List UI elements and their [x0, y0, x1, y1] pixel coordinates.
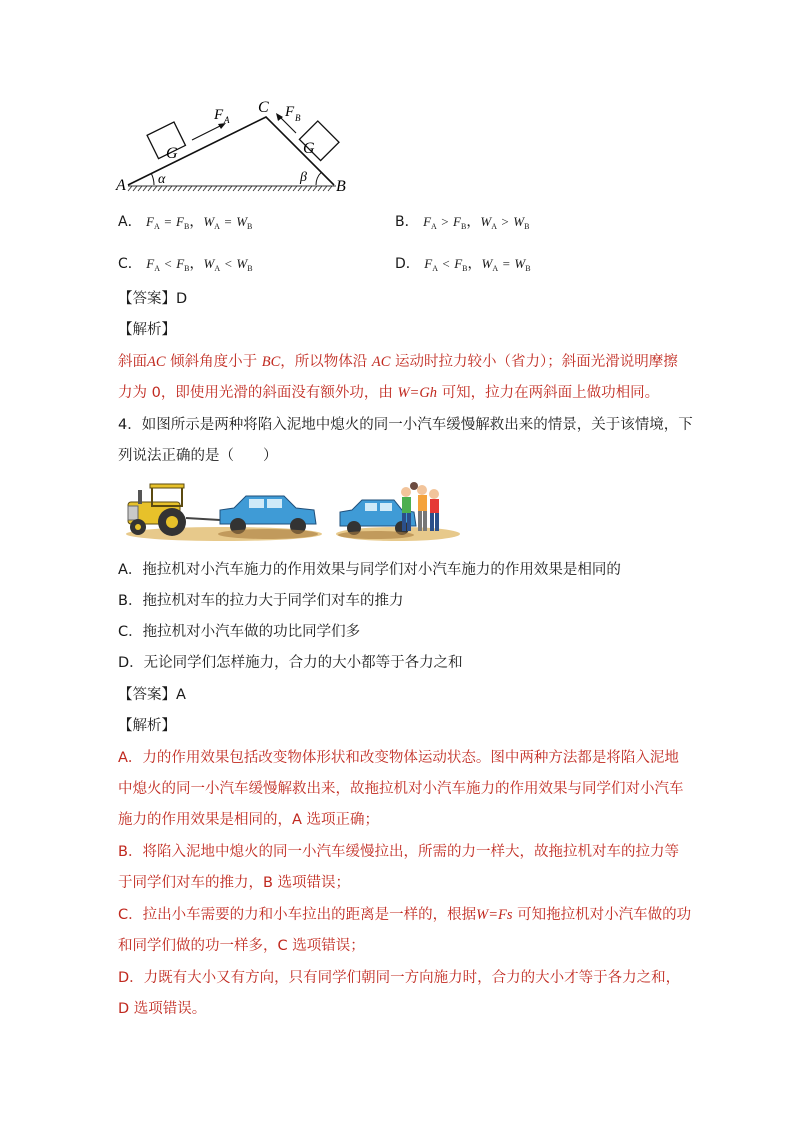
beta-arc	[316, 172, 321, 185]
q4-analysis-line9: D 选项错误。	[118, 1001, 207, 1017]
label-fb-sub: B	[295, 113, 301, 123]
q4-option-c: C．拖拉机对小汽车做的功比同学们多	[118, 624, 361, 640]
label-fa: F	[214, 107, 224, 123]
label-a: A	[116, 177, 126, 194]
q4-analysis-title: 【解析】	[118, 718, 176, 734]
q3-option-d: D． $F_A < F_B$，$W_A = W_B$	[395, 256, 531, 273]
q4-option-a: A．拖拉机对小汽车施力的作用效果与同学们对小汽车施力的作用效果是相同的	[118, 562, 621, 578]
q3-analysis-title: 【解析】	[118, 322, 176, 338]
students-pushing-car-illustration	[336, 480, 466, 542]
q4-stem-line1: 4．如图所示是两种将陷入泥地中熄火的同一小汽车缓慢解救出来的情景，关于该情境，下	[118, 417, 693, 433]
label-alpha: α	[158, 172, 166, 187]
q4-analysis-line5: 于同学们对车的推力，B 选项错误；	[118, 875, 351, 891]
tractor-towing-car-illustration	[124, 480, 324, 542]
q4-analysis-line8: D．力既有大小又有方向，只有同学们朝同一方向施力时，合力的大小才等于各力之和，	[118, 970, 681, 986]
alpha-arc	[151, 174, 154, 186]
q3-analysis-line2: 力为 0，即使用光滑的斜面没有额外功，由 W=Gh 可知，拉力在两斜面上做功相同。	[118, 385, 660, 401]
incline-figure	[110, 95, 360, 200]
q3-analysis-line1: 斜面AC 倾斜角度小于 BC，所以物体沿 AC 运动时拉力较小（省力）；斜面光滑说明摩擦	[118, 354, 678, 370]
q3-answer: 【答案】D	[118, 291, 188, 307]
q3-option-b: B． $F_A > F_B$，$W_A > W_B$	[395, 214, 530, 231]
label-fb: F	[285, 104, 295, 120]
block-right-label: G	[303, 140, 315, 157]
q4-analysis-line6: C．拉出小车需要的力和小车拉出的距离是一样的，根据W=Fs 可知拖拉机对小汽车做的功	[118, 907, 692, 923]
label-beta: β	[300, 170, 307, 185]
q4-option-d: D．无论同学们怎样施力，合力的大小都等于各力之和	[118, 655, 463, 671]
q4-analysis-line2: 中熄火的同一小汽车缓慢解救出来，故拖拉机对小汽车施力的作用效果与同学们对小汽车	[118, 781, 684, 797]
q3-option-a: A． $F_A = F_B$，$W_A = W_B$	[118, 214, 253, 231]
q4-option-b: B．拖拉机对车的拉力大于同学们对车的推力	[118, 593, 404, 609]
block-left-label: G	[166, 145, 178, 162]
q4-analysis-line1: A．力的作用效果包括改变物体形状和改变物体运动状态。图中两种方法都是将陷入泥地	[118, 750, 679, 766]
q4-answer: 【答案】A	[118, 687, 186, 703]
q4-analysis-line4: B．将陷入泥地中熄火的同一小汽车缓慢拉出，所需的力一样大，故拖拉机对车的拉力等	[118, 844, 679, 860]
label-fa-sub: A	[224, 115, 230, 125]
label-b: B	[336, 178, 346, 195]
force-arrow-b	[276, 113, 283, 121]
q4-analysis-line7: 和同学们做的功一样多，C 选项错误；	[118, 938, 365, 954]
q3-option-c: C． $F_A < F_B$，$W_A < W_B$	[118, 256, 253, 273]
q4-analysis-line3: 施力的作用效果是相同的，A 选项正确；	[118, 812, 380, 828]
label-c: C	[258, 99, 269, 116]
q4-stem-line2: 列说法正确的是（ ）	[118, 448, 278, 464]
